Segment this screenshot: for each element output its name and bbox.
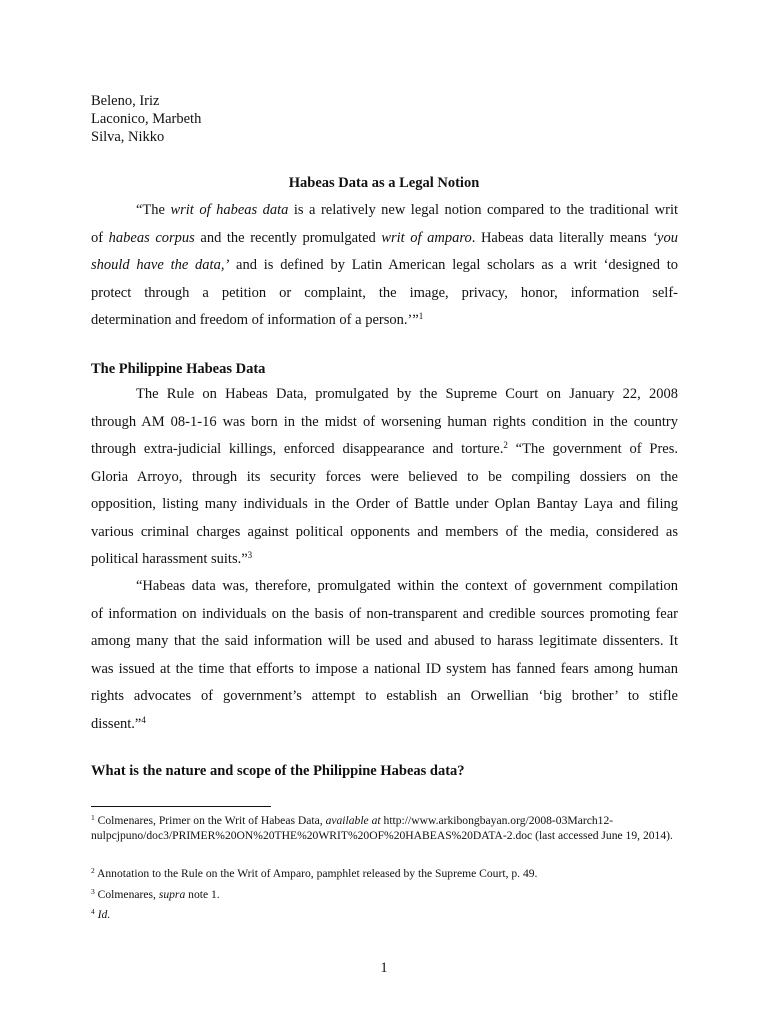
paragraph-line: through extra-judicial killings, enforced disappearance and torture.$^2$ “The government of Pres. (91, 440, 678, 457)
footnote-ref: 3 (247, 550, 253, 560)
paragraph-line: various criminal charges against political opponents and members of the media, considered as (91, 523, 678, 540)
page-number: 1 (380, 960, 388, 976)
paragraph-line: The Rule on Habeas Data, promulgated by the Supreme Court on January 22, 2008 (136, 386, 678, 402)
paragraph-line: among many that the said information will be used and abused to harass legitimate dissenters. It (91, 633, 678, 649)
body-paragraph (91, 575, 678, 740)
footnote-ref: 2 (503, 440, 508, 450)
paragraph-line: “Habeas data was, therefore, promulgated within the context of government compilation (136, 578, 678, 594)
footnote-ref: 1 (418, 311, 424, 321)
footnote: $^2$ Annotation to the Rule on the Writ of Amparo, pamphlet released by the Supreme Court, p. 49. (91, 866, 538, 880)
paragraph-line: determination and freedom of information of a person.’”$^1$ (91, 311, 424, 328)
author-list (91, 92, 201, 146)
section-heading: The Philippine Habeas Data (91, 361, 266, 377)
paragraph-line: should have the data,’ and is defined by Latin American legal scholars as a writ ‘designed to (91, 257, 678, 273)
author-name: Laconico, Marbeth (91, 111, 202, 127)
paragraph-line: opposition, listing many individuals in the Order of Battle under Oplan Bantay Laya and filing (91, 496, 678, 512)
intro-paragraph (91, 199, 678, 337)
footnote: $^3$ Colmenares, supra note 1. (91, 887, 220, 901)
body-paragraph (91, 383, 678, 576)
paragraph-line: “The writ of habeas data is a relatively new legal notion compared to the traditional writ (136, 202, 679, 218)
footnote-ref: 4 (141, 714, 146, 725)
section-heading: What is the nature and scope of the Philippine Habeas data? (91, 763, 465, 779)
footnote: $^4$ Id. (91, 907, 111, 921)
paragraph-line: rights advocates of government’s attempt to establish an Orwellian ‘big brother’ to stifle (91, 688, 678, 704)
author-name: Silva, Nikko (91, 129, 165, 145)
author-name: Beleno, Iriz (91, 93, 160, 109)
paragraph-line: through AM 08-1-16 was born in the midst of worsening human rights condition in the country (91, 413, 678, 430)
paragraph-line: protect through a petition or complaint, the image, privacy, honor, information self- (91, 284, 678, 301)
paragraph-line: dissent.”$^4$ (91, 714, 146, 732)
document-title: Habeas Data as a Legal Notion (288, 175, 480, 191)
footnote: $^1$ Colmenares, Primer on the Writ of Habeas Data, available at http://www.arkibongbayan.org/2008-03March12-nulpcjpuno/doc3/PRIMER%20ON%20THE%20WRIT%20OF%20HABEAS%20DATA-2.doc (last accessed June 19, 2014). (91, 813, 673, 842)
paragraph-line: of habeas corpus and the recently promulgated writ of amparo. Habeas data literally means ‘you (91, 229, 678, 246)
paragraph-line: was issued at the time that efforts to impose a national ID system has fanned fears among human (91, 660, 678, 677)
paragraph-line: of information on individuals on the basis of non-transparent and credible sources promoting fear (91, 605, 678, 622)
paragraph-line: Gloria Arroyo, through its security forces were believed to be compiling dossiers on the (91, 468, 678, 485)
paragraph-line: political harassment suits.”$^3$ (91, 550, 253, 567)
footnote-separator (91, 806, 271, 807)
